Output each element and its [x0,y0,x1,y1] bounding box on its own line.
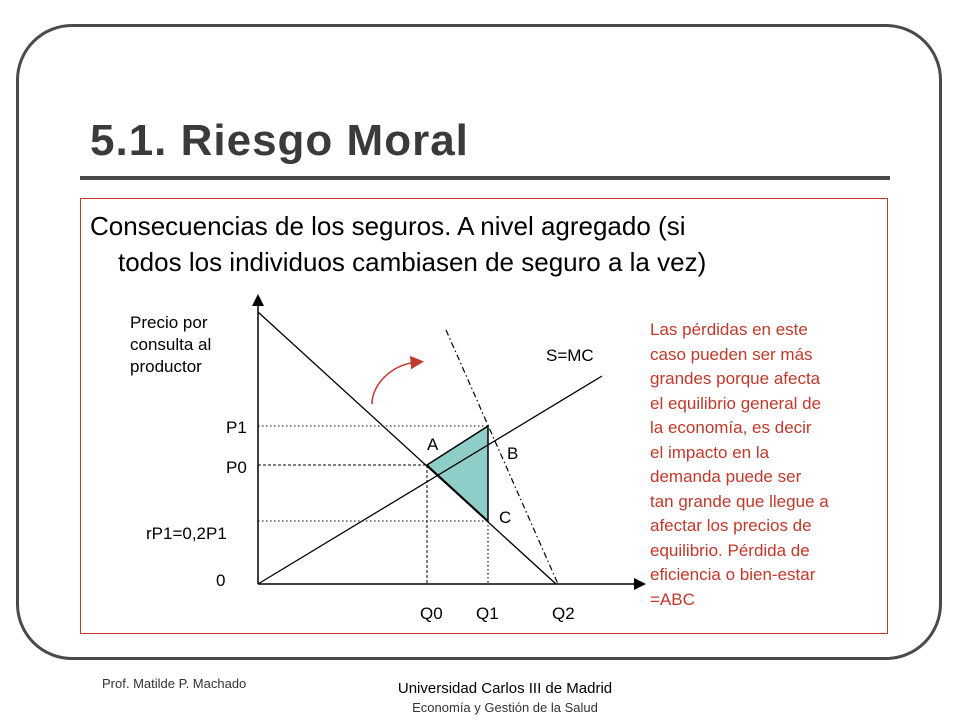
footer-course: Economía y Gestión de la Salud [412,700,598,715]
rp1-label: rP1=0,2P1 [146,524,227,543]
supply-label: S=MC [546,346,594,365]
point-b-label: B [507,444,519,463]
origin-label: 0 [216,571,226,590]
q0-label: Q0 [420,604,443,623]
y-axis-label: Precio por consulta al productor [130,313,212,376]
q1-label: Q1 [476,604,499,623]
intro-line-1: Consecuencias de los seguros. A nivel agregado (si [90,211,686,241]
q2-label: Q2 [552,604,575,623]
p0-label: P0 [226,458,247,477]
point-a-label: A [427,435,439,454]
supply-curve [258,376,602,584]
efficiency-loss-note: Las pérdidas en este caso pueden ser más grandes porque afecta el equilibrio general de la economía, es decir el impacto en la demanda puede ser tan grande que llegue a afectar los precios de equilibrio. Pérdida de eficiencia o bien-estar =ABC [650,320,829,609]
p1-label: P1 [226,418,247,437]
point-c-label: C [499,508,512,527]
intro-line-2: todos los individuos cambiasen de seguro a la vez) [118,247,707,277]
slide-title: 5.1. Riesgo Moral [90,116,469,165]
footer-university: Universidad Carlos III de Madrid [397,680,613,697]
shift-arrow-icon [372,362,418,404]
footer-author: Prof. Matilde P. Machado [102,676,247,691]
